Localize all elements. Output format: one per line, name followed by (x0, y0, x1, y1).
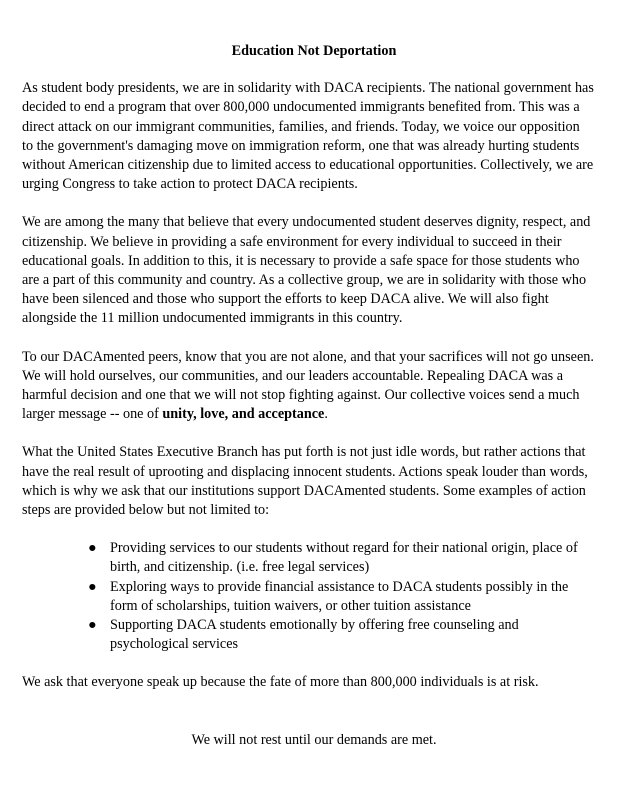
action-steps-list (22, 539, 594, 654)
emphasis-unity-love-acceptance: unity, love, and acceptance (162, 406, 325, 423)
paragraph-dacamented-peers (22, 348, 594, 425)
list-item-text: Providing services to our students without regard for their national origin, place of birth, and citizenship. (i.e. free legal services) (110, 540, 578, 576)
bullet-icon: ● (88, 578, 97, 595)
list-item-text: Exploring ways to provide financial assistance to DACA students possibly in the form of scholarships, tuition waivers, or other tuition assistance (110, 578, 569, 614)
paragraph-dacamented-peers-text: To our DACAmented peers, know that you are not alone, and that your sacrifices will not go unseen. We will hold ourselves, our communities, and our leaders accountable. Repealing DACA was a harmful decision and one that we will not stop fighting against. Our collective voices send a much larger message -- one of (22, 348, 594, 423)
list-item (88, 578, 594, 616)
list-item-text: Supporting DACA students emotionally by offering free counseling and psychological services (110, 617, 519, 653)
paragraph-speak-up: We ask that everyone speak up because the fate of more than 800,000 individuals is at risk. (22, 674, 539, 691)
paragraph-solidarity: As student body presidents, we are in solidarity with DACA recipients. The national government has decided to end a program that over 800,000 undocumented immigrants benefited from. This was a direct attack on our immigrant communities, families, and friends. Today, we voice our opposition to the government's damaging move on immigration reform, one that was already hurting students without American citizenship due to limited access to educational opportunities. Collectively, we are urging Congress to take action to protect DACA recipients. (22, 80, 594, 193)
paragraph-beliefs: We are among the many that believe that every undocumented student deserves dignity, respect, and citizenship. We believe in providing a safe environment for every individual to succeed in their educational goals. In addition to this, it is necessary to provide a safe space for those students who are a part of this community and country. As a collective group, we are in solidarity with those who have been silenced and those who support the efforts to keep DACA alive. We will also fight alongside the 11 million undocumented immigrants in this country. (22, 214, 591, 327)
bullet-icon: ● (88, 540, 97, 557)
document-title: Education Not Deportation (231, 43, 397, 59)
list-item (88, 616, 594, 654)
bullet-icon: ● (88, 617, 97, 634)
closing-statement: We will not rest until our demands are met. (191, 731, 437, 748)
paragraph-executive-branch: What the United States Executive Branch has put forth is not just idle words, but rather actions that have the real result of uprooting and displacing innocent students. Actions speak louder than words, which is why we ask that our institutions support DACAmented students. Some examples of action steps are provided below but not limited to: (22, 444, 588, 519)
document-page (22, 42, 594, 750)
paragraph-dacamented-peers-end: . (324, 406, 328, 423)
list-item (88, 539, 594, 577)
